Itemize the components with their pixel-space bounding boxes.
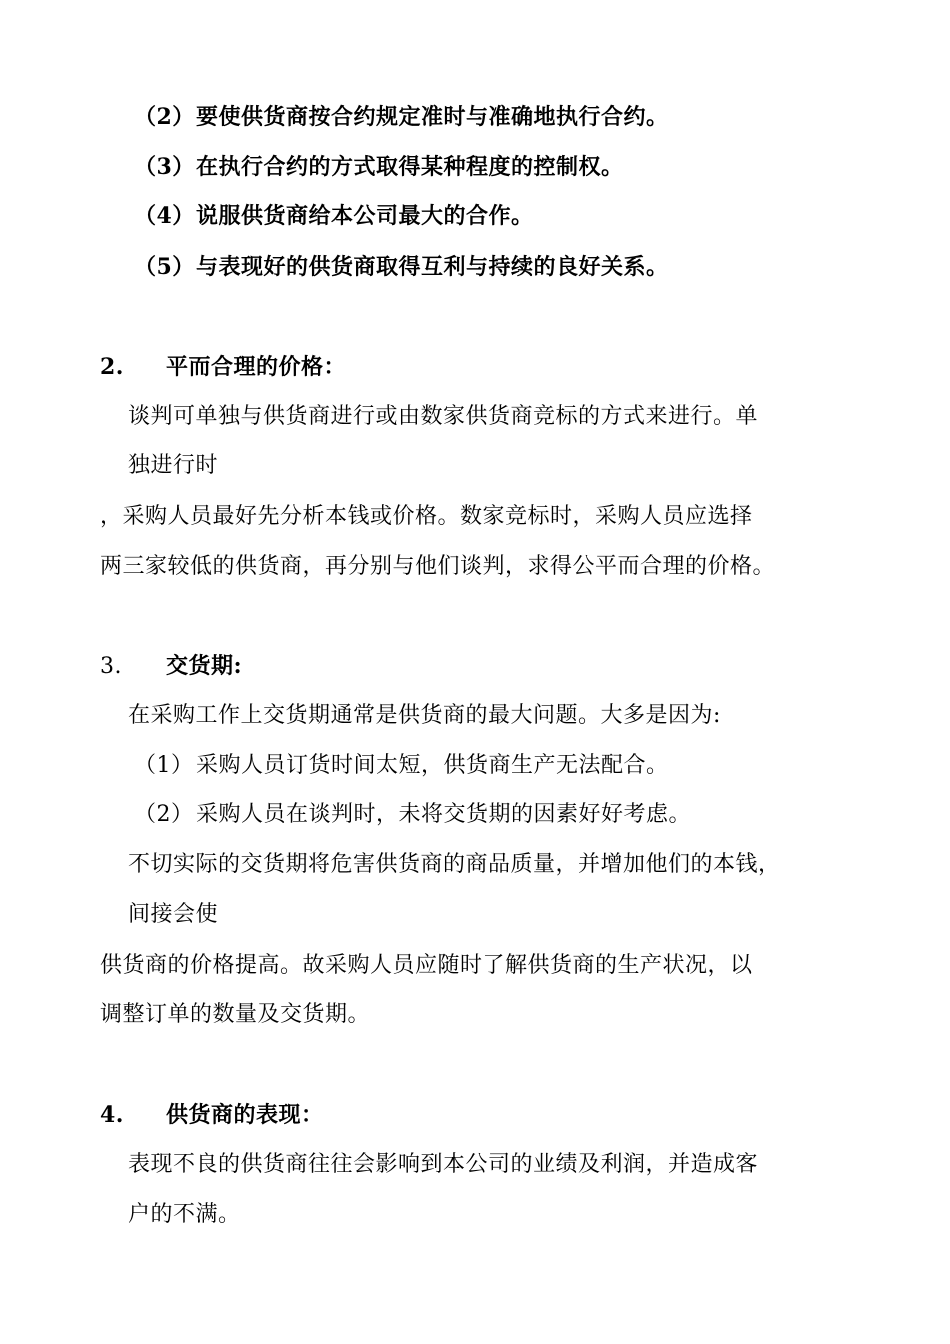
paragraph-line: 间接会使 [128,902,219,927]
section-title: 供货商的表现： [166,1102,324,1128]
paragraph-line: ，采购人员最好先分析本钱或价格。数家竞标时，采购人员应选择 [100,504,753,529]
list-item [134,252,669,282]
item-number: （4） [134,203,195,229]
item-number: （1） [134,753,194,778]
paragraph-line: 调整订单的数量及交货期。 [100,1002,371,1027]
paragraph-line: 户的不满。 [128,1202,241,1227]
section-heading [100,1100,324,1130]
list-item [134,102,669,132]
paragraph-line: 独进行时 [128,453,219,478]
item-text: 要使供货商按合约规定准时与准确地执行合约。 [196,104,669,130]
item-text: 与表现好的供货商取得互利与持续的良好关系。 [196,254,669,280]
item-number: （3） [134,154,195,180]
section-title: 平而合理的价格： [166,354,347,380]
item-number: （5） [134,254,195,280]
section-title: 交货期: [166,653,243,679]
list-item [134,800,691,830]
section-number: 3. [100,654,122,679]
section-number: 4. [100,1102,124,1128]
paragraph-line: 在采购工作上交货期通常是供货商的最大问题。大多是因为: [128,703,721,728]
item-number: （2） [134,802,194,827]
section-heading [100,651,242,682]
paragraph-line: 两三家较低的供货商，再分别与他们谈判，求得公平而合理的价格。 [100,554,776,579]
item-number: （2） [134,104,195,130]
list-item [134,201,534,231]
paragraph-line: 供货商的价格提高。故采购人员应随时了解供货商的生产状况，以 [100,953,753,978]
item-text: 采购人员在谈判时，未将交货期的因素好好考虑。 [196,802,692,827]
section-heading [100,352,346,382]
list-item [134,152,624,182]
item-text: 说服供货商给本公司最大的合作。 [196,203,534,229]
paragraph-line: 不切实际的交货期将危害供货商的商品质量，并增加他们的本钱， [128,852,781,877]
paragraph-line: 表现不良的供货商往往会影响到本公司的业绩及利润，并造成客 [128,1152,759,1177]
item-text: 在执行合约的方式取得某种程度的控制权。 [196,154,624,180]
item-text: 采购人员订货时间太短，供货商生产无法配合。 [196,753,669,778]
section-number: 2. [100,354,124,380]
paragraph-line: 谈判可单独与供货商进行或由数家供货商竞标的方式来进行。单 [128,404,759,429]
list-item [134,751,669,781]
